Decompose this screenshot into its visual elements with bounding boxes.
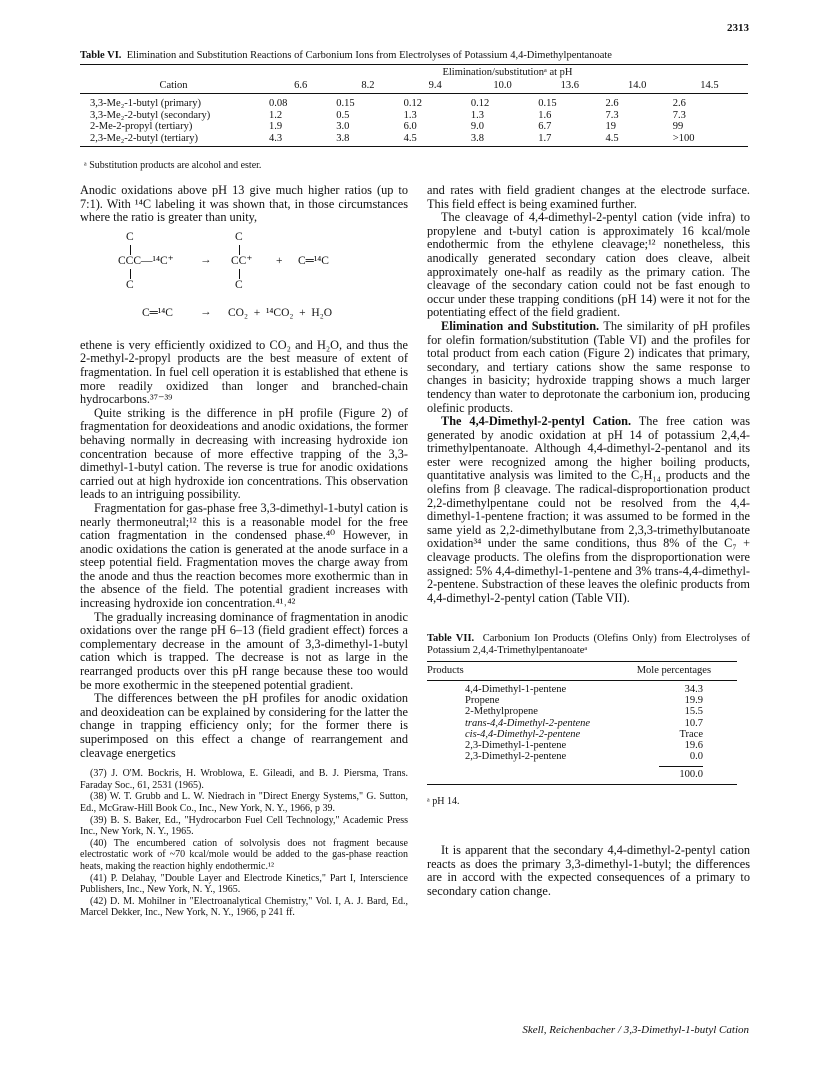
scheme-ethene: C═¹⁴C (298, 254, 329, 267)
table-cell: 1.6 (538, 109, 552, 121)
table-cell: 19.6 (684, 740, 703, 752)
table-total-row (427, 762, 737, 784)
table-cell: 0.15 (336, 98, 355, 109)
paragraph-text: The free cation was generated by anodic oxidation at pH 14 of potassium 2,4,4-trimethylpentanoate. Although 4,4-dimethyl-2-pentanol and its ester were recognized among the higher boiling products, quantitative analysis was limited to the C₇H₁₄ products and the olefins from β cleavage. The radical-disproportionation product 2,2-dimethylpentane could not be resolved from the 4,4-dimethyl-1-pentene fraction; it was assumed to be formed in the same yield as 2,2-dimethylbutane from 2,3,3-trimethylbutanoate oxidation³⁴ under the same conditions, thus 8% of the C₇ + cleavage products. The olefins from the disproportionation were assigned: 5% 4,4-dimethyl-1-pentene and 3% trans-4,4-dimethyl-2-pentene. Substraction of these leaves the olefinic products from 4,4-dimethyl-2-pentyl cation (Table VII). (427, 414, 750, 605)
table-cell: 2,3-Me₂-2-butyl (tertiary) (90, 132, 199, 144)
scheme-atom: C (235, 278, 243, 291)
table-cell: 19 (605, 121, 616, 132)
table-row (427, 681, 737, 696)
bond-line (130, 245, 131, 255)
scheme-reactant-2: C═¹⁴C (142, 306, 173, 319)
table-cell: 6.0 (403, 121, 417, 132)
paragraph: Fragmentation for gas-phase free 3,3-dimethyl-1-butyl cation is nearly thermoneutral;¹² this is a reasonable model for the free cation fragmentation in the condensed phase.⁴⁰ However, in anodic oxidations the cation is generated at the anode surface in a steep potential field. Fragmentation moves the charge away from the anode and thus the reaction becomes more exothermic than in the absence of the field. The potential gradient increases with increasing hydroxide ion concentration.⁴¹˒⁴² (80, 500, 408, 611)
table6 (80, 64, 748, 147)
table6-col-header: 9.4 (402, 79, 469, 94)
table6-col-header: 6.6 (267, 79, 334, 94)
table-cell: 7.3 (672, 109, 686, 121)
scheme-arrow: → (200, 305, 212, 318)
paragraph: The gradually increasing dominance of fragmentation in anodic oxidations over the range pH 6–13 (field gradient effect) forces a complementary decrease in the amount of 3,3-dimethyl-1-butyl cation which is trapped. The decrease is not as large in the rearranged products over this pH range because these too would be more exothermic in the steepened potential gradient. (80, 609, 408, 692)
table-cell: 0.0 (689, 751, 703, 763)
paragraph: It is apparent that the secondary 4,4-dimethyl-2-pentyl cation reacts as does the primary 3,3-dimethyl-1-butyl; the differences are in accord with the expected consequences of a primary to secondary cation change. (427, 843, 750, 898)
table6-span-header: Elimination/substitutionᵃ at pH (442, 67, 573, 78)
table-row (427, 729, 737, 740)
table-cell: 4.5 (403, 132, 417, 144)
paragraph (427, 320, 750, 415)
table7-col-header: Mole percentages (637, 662, 737, 681)
table6-caption (80, 50, 760, 61)
table-cell: 3,3-Me₂-1-butyl (primary) (90, 98, 201, 109)
table-row (427, 751, 737, 762)
table-row (80, 121, 748, 133)
paragraph: and rates with field gradient changes at the electrode surface. This field effect is being examined further. (427, 183, 750, 211)
table-cell: 2,3-Dimethyl-2-pentene (465, 751, 567, 763)
table-cell: 99 (672, 121, 684, 132)
table6-col-header: 13.6 (536, 79, 603, 94)
table6-col-header: 14.5 (671, 79, 748, 94)
table-cell: 1.3 (470, 109, 485, 121)
table-row (427, 695, 737, 706)
table-cell: 0.5 (336, 109, 350, 121)
reference-item: (41) P. Delahay, "Double Layer and Electrode Kinetics," Part I, Interscience Publishers, Inc., New York, N. Y., 1965. (80, 872, 408, 896)
table6-footnote: ᵃ Substitution products are alcohol and ester. (84, 160, 262, 171)
reference-item: (40) The encumbered cation of solvolysis does not fragment because electrostatic work of ~70 kcal/mole would be added to the gas-phase reaction heats, making the reaction highly endothermic.¹² (80, 837, 408, 872)
paragraph: The differences between the pH profiles for anodic oxidation and deoxideation can be explained by considering for the latter the change in trapping efficiency only; for the former there is superimposed on this effect a change of rearrangement and cleavage energetics (80, 691, 408, 760)
table-cell: 1.2 (269, 109, 283, 121)
reference-item: (38) W. T. Grubb and L. W. Niedrach in "Direct Energy Systems," G. Sutton, Ed., McGraw-Hill Book Co., Inc., New York, N. Y., 1966, p 39. (80, 791, 408, 814)
table-cell: 0.12 (470, 98, 490, 109)
scheme-products-2: CO₂ + ¹⁴CO₂ + H₂O (228, 306, 333, 319)
table-cell: 7.3 (605, 109, 619, 121)
table6-label: Table VI. (80, 50, 122, 61)
table-row (427, 718, 737, 729)
table7-label: Table VII. (427, 633, 475, 645)
table-row (80, 110, 748, 122)
table6-col-header: 10.0 (469, 79, 536, 94)
table7-total: 100.0 (659, 766, 703, 780)
table7-block (427, 633, 750, 808)
table-cell: 3.8 (336, 132, 350, 144)
bond-line (239, 269, 240, 279)
section-heading: Elimination and Substitution. (441, 318, 600, 333)
reference-item: (39) B. S. Baker, Ed., "Hydrocarbon Fuel Cell Technology," Academic Press Inc., New York, N. Y., 1965. (80, 814, 408, 838)
bond-line (239, 245, 240, 255)
table-cell: cis-4,4-Dimethyl-2-pentene (465, 728, 581, 740)
table7-caption-text: Carbonium Ion Products (Olefins Only) from Electrolyses of Potassium 2,4,4-Trimethylpentanoateᵃ (427, 633, 750, 657)
table-cell: 2.6 (605, 98, 619, 109)
table-cell: 0.08 (269, 98, 288, 109)
table-cell: 4,4-Dimethyl-1-pentene (465, 684, 567, 695)
table-cell: 10.7 (684, 717, 703, 729)
bond-line (130, 269, 131, 279)
scheme-plus: + (276, 254, 283, 267)
table6-caption-text: Elimination and Substitution Reactions of Carbonium Ions from Electrolyses of Potassium 4,4-Dimethylpentanoate (126, 50, 612, 61)
table-cell: 2-Methylpropene (465, 706, 538, 718)
paragraph-text: The similarity of pH profiles for olefin formation/substitution (Table VI) and the profiles for total product from each cation (Figure 2) indicates that primary, secondary, and tertiary cations show the same response to changes in basicity; hydroxide trapping shows a much larger tendency than water to deprotonate the carbonium ion, producing olefinic products. (427, 318, 750, 415)
reference-item: (42) D. M. Mohilner in "Electroanalytical Chemistry," Vol. I, A. J. Bard, Ed., Marcel Dekker, Inc., New York, N. Y., 1966, p 241 ff. (80, 895, 408, 919)
scheme-atom: C (126, 230, 134, 243)
table-cell: 15.5 (684, 706, 703, 718)
table-cell: 9.0 (470, 121, 485, 132)
table6-col-header: 14.0 (603, 79, 670, 94)
reference-item: (37) J. O'M. Bockris, H. Wroblowa, E. Gileadi, and B. J. Piersma, Trans. Faraday Soc., 61, 2531 (1965). (80, 768, 408, 791)
table-cell: 34.3 (684, 684, 703, 695)
table-cell: 1.9 (269, 121, 283, 132)
table7-caption (427, 633, 750, 657)
table-cell: Trace (679, 728, 703, 740)
table-cell: 4.5 (605, 132, 619, 144)
table-cell: 1.3 (403, 109, 417, 121)
table-cell: >100 (672, 132, 695, 144)
table-cell: 4.3 (269, 132, 283, 144)
paragraph (427, 415, 750, 605)
table7 (427, 661, 737, 784)
table-row (80, 133, 748, 147)
table-cell: 3.8 (470, 132, 485, 144)
scheme-product: CC⁺ (231, 254, 253, 267)
table-row (80, 94, 748, 110)
table-cell: 1.7 (538, 132, 552, 144)
table7-footnote: ᵃ pH 14. (427, 795, 460, 807)
table-cell: 3.0 (336, 121, 350, 132)
table-cell: 6.7 (538, 121, 552, 132)
scheme-atom: C (126, 278, 134, 291)
table6-col-header: 8.2 (334, 79, 401, 94)
paragraph: Quite striking is the difference in pH profile (Figure 2) of fragmentation for deoxideations and anodic oxidations, the former behaving normally in decreasing with increasing hydroxide ion concentration because of more effective trapping of the 3,3-dimethyl-1-butyl cation. The reverse is true for anodic oxidations carried out at high hydroxide ion concentrations. This observation leads to an intriguing possibility. (80, 405, 408, 502)
table-cell: 19.9 (684, 695, 703, 707)
scheme-arrow: → (200, 253, 212, 266)
right-column (427, 184, 750, 899)
table7-col-header: Products (427, 662, 637, 681)
table-cell: 2-Me-2-propyl (tertiary) (90, 121, 193, 132)
reaction-scheme (80, 229, 408, 337)
table6-col-header: Cation (80, 79, 267, 94)
left-column (80, 184, 408, 919)
table-row (427, 706, 737, 717)
table-cell: 0.15 (538, 98, 557, 109)
table-cell: trans-4,4-Dimethyl-2-pentene (465, 717, 591, 729)
section-heading: The 4,4-Dimethyl-2-pentyl Cation. (441, 414, 632, 429)
references (80, 768, 408, 919)
paragraph: The cleavage of 4,4-dimethyl-2-pentyl cation (vide infra) to propylene and t-butyl cation is approximately 16 kcal/mole endothermic from the ethylene cleavage;¹² nonetheless, this anodically generated secondary cation does cleave, albeit approximately one-half as readily as the primary cation. The cleavage of the secondary cation could not be fast enough to occur under these trapping conditions (pH 14) were it not for the potentiating effect of the field gradient. (427, 210, 750, 320)
table-cell: 0.12 (403, 98, 422, 109)
paragraph: ethene is very efficiently oxidized to CO₂ and H₂O, and thus the 2-methyl-2-propyl products are the best measure of extent of fragmentation. In fuel cell operation it is established that ethene is more readily oxidized than longer and branched-chain hydrocarbons.³⁷⁻³⁹ (80, 337, 408, 407)
table-cell: Propene (465, 695, 500, 707)
running-footer: Skell, Reichenbacher / 3,3-Dimethyl-1-butyl Cation (522, 1024, 749, 1036)
scheme-reactant: CCC—¹⁴C⁺ (118, 254, 174, 267)
table-cell: 2,3-Dimethyl-1-pentene (465, 740, 567, 752)
table-row (427, 740, 737, 751)
paragraph: Anodic oxidations above pH 13 give much higher ratios (up to 7:1). With ¹⁴C labeling it was shown that, in those circumstances where the ratio is greater than unity, (80, 183, 408, 225)
table-cell: 3,3-Me₂-2-butyl (secondary) (90, 109, 211, 121)
table-cell: 2.6 (672, 98, 686, 109)
scheme-atom: C (235, 230, 243, 243)
page-number: 2313 (727, 22, 749, 34)
